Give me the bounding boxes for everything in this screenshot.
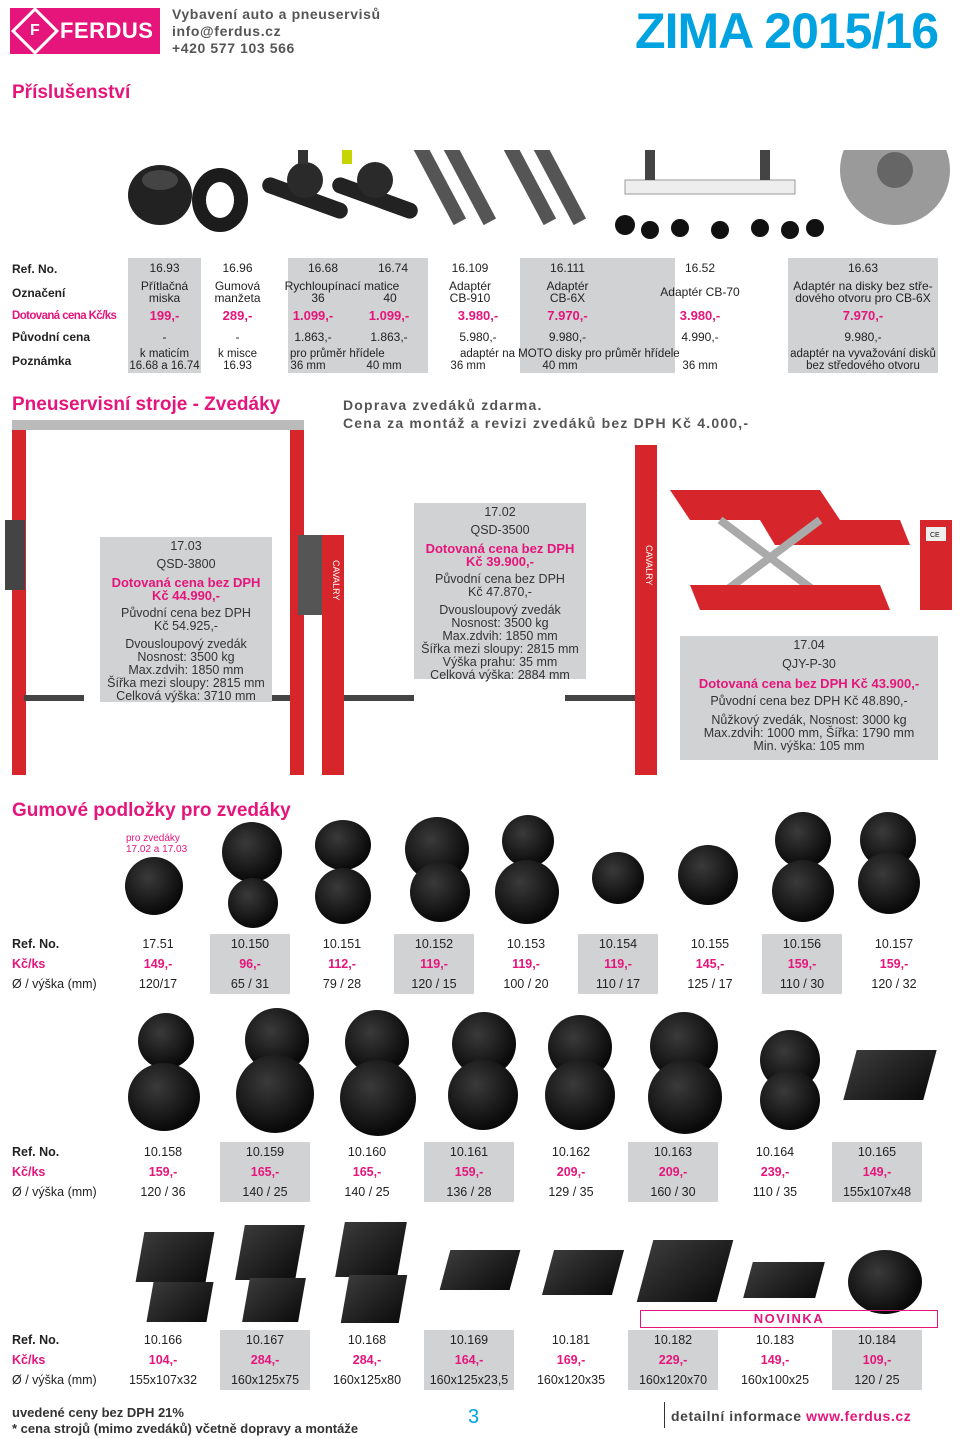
pad-ref: 10.161 xyxy=(449,1145,489,1159)
pad-column xyxy=(302,934,382,994)
email-link[interactable]: info@ferdus.cz xyxy=(172,23,282,39)
pad-price: 159,- xyxy=(787,957,817,971)
pad-dims: 65 / 31 xyxy=(230,977,270,991)
price-16-109: 3.980,- xyxy=(457,308,499,323)
brand-name: FERDUS xyxy=(60,18,154,43)
pad-column xyxy=(578,934,658,994)
pad-ref: 10.164 xyxy=(755,1145,795,1159)
pad-price: 104,- xyxy=(148,1353,178,1367)
phone-number: +420 577 103 566 xyxy=(172,40,295,56)
lift1-model: QSD-3800 xyxy=(156,557,216,571)
pad-column xyxy=(220,1330,310,1390)
orig-16-74: 1.863,- xyxy=(370,330,408,344)
pad-ref: 10.182 xyxy=(653,1333,693,1347)
pad-10-168b-image xyxy=(341,1275,407,1323)
adapter-disc-image xyxy=(840,150,950,225)
pad-dims: 160x125x80 xyxy=(332,1373,402,1387)
name-cb70: Adaptér CB-70 xyxy=(660,285,740,299)
name-cb910-b: CB-910 xyxy=(449,291,491,305)
pad-price: 159,- xyxy=(148,1165,178,1179)
pad-10-166-image xyxy=(136,1232,215,1282)
pad-dims: 120 / 32 xyxy=(871,977,917,991)
pads-note-a: pro zvedáky xyxy=(126,833,180,844)
pad-ref: 10.160 xyxy=(347,1145,387,1159)
pads-note-b: 17.02 a 17.03 xyxy=(126,844,188,855)
lift2-orig-b: Kč 47.870,- xyxy=(468,585,532,599)
name-16-63-a: Adaptér na disky bez stře- xyxy=(793,279,933,293)
lift-qjyp30-card xyxy=(680,636,938,760)
logo-mark: F xyxy=(11,7,59,55)
t3-label-ref: Ref. No. xyxy=(12,1333,60,1347)
pad-dims: 155x107x32 xyxy=(128,1373,198,1387)
accessories-table xyxy=(10,258,940,378)
pad-10-167b-image xyxy=(242,1278,306,1322)
orig-16-93: - xyxy=(162,330,167,344)
pad-dims: 110 / 30 xyxy=(779,977,825,991)
pad-dims: 140 / 25 xyxy=(344,1185,390,1199)
lift2-d1: Dvousloupový zvedák xyxy=(439,603,561,617)
pad-column xyxy=(526,1330,616,1390)
orig-16-68: 1.863,- xyxy=(294,330,332,344)
pad-ref: 10.158 xyxy=(143,1145,183,1159)
lift2-price-b: Kč 39.900,- xyxy=(466,554,534,569)
pad-column xyxy=(118,1142,208,1202)
pad-10-182-image xyxy=(637,1240,734,1302)
pad-ref: 10.162 xyxy=(551,1145,591,1159)
name-cb910-a: Adaptér xyxy=(448,279,492,293)
adapter-cb6x-image xyxy=(478,150,586,225)
pad-10-157b-image xyxy=(858,852,920,914)
pad-10-165-image xyxy=(843,1050,936,1100)
pad-ref: 10.152 xyxy=(414,937,454,951)
pad-10-150-image xyxy=(222,822,282,882)
pad-10-151b-image xyxy=(315,868,371,924)
pad-column xyxy=(394,934,474,994)
tagline: Vybavení auto a pneuservisů xyxy=(172,6,381,22)
pad-10-151-image xyxy=(315,820,371,870)
pad-dims: 160x100x25 xyxy=(740,1373,810,1387)
pad-ref: 10.157 xyxy=(874,937,914,951)
footer-url-link[interactable]: www.ferdus.cz xyxy=(806,1408,912,1424)
pad-10-150b-image xyxy=(228,878,278,928)
label-price: Dotovaná cena Kč/ks xyxy=(12,310,117,322)
ref-16-63: 16.63 xyxy=(847,261,879,275)
price-16-74: 1.099,- xyxy=(368,308,410,323)
label-name: Označení xyxy=(12,286,66,300)
footer-notes xyxy=(12,1405,358,1437)
pad-price: 159,- xyxy=(454,1165,484,1179)
t3-label-dim: Ø / výška (mm) xyxy=(12,1373,97,1387)
t3-label-price: Kč/ks xyxy=(12,1353,46,1367)
pad-dims: 110 / 35 xyxy=(752,1185,798,1199)
pads-note xyxy=(126,833,187,855)
pad-column xyxy=(730,1330,820,1390)
pad-column xyxy=(762,934,842,994)
pad-10-158-image xyxy=(138,1013,194,1069)
pad-dims: 155x107x48 xyxy=(842,1185,912,1199)
lift3-d2: Max.zdvih: 1000 mm, Šířka: 1790 mm xyxy=(703,726,915,740)
lift-qsd3500-card xyxy=(414,503,586,682)
lift2-model: QSD-3500 xyxy=(470,523,530,537)
install-price-text: Cena za montáž a revizi zvedáků bez DPH Kč 4.000,- xyxy=(343,415,750,431)
price-16-93: 199,- xyxy=(149,308,180,323)
note-16-63-a: adaptér na vyvažování disků xyxy=(790,348,936,360)
pad-10-155-image xyxy=(678,845,738,905)
t1-label-price: Kč/ks xyxy=(12,957,46,971)
rubber-sleeve-image xyxy=(192,168,248,232)
pad-price: 159,- xyxy=(879,957,909,971)
lift2-d2: Nosnost: 3500 kg xyxy=(451,616,549,630)
price-16-68: 1.099,- xyxy=(292,308,334,323)
lift1-d3: Max.zdvih: 1850 mm xyxy=(128,663,244,677)
pad-dims: 120 / 25 xyxy=(854,1373,900,1387)
t2-label-dim: Ø / výška (mm) xyxy=(12,1185,97,1199)
pad-17-51-image xyxy=(125,857,183,915)
pad-column xyxy=(628,1330,718,1390)
ref-16-74: 16.74 xyxy=(377,261,409,275)
ref-16-52: 16.52 xyxy=(684,261,716,275)
adapter-cb70-image xyxy=(615,150,824,239)
pad-ref: 10.184 xyxy=(857,1333,897,1347)
pad-ref: 10.154 xyxy=(598,937,638,951)
delivery-text: Doprava zvedáků zdarma. xyxy=(343,397,543,413)
pad-dims: 125 / 17 xyxy=(687,977,733,991)
pad-price: 169,- xyxy=(556,1353,586,1367)
pad-ref: 10.153 xyxy=(506,937,546,951)
name-cb6x-a: Adaptér xyxy=(546,279,589,293)
note-moto-40: 40 mm xyxy=(542,360,578,372)
page-number: 3 xyxy=(468,1406,480,1428)
pad-ref: 10.159 xyxy=(245,1145,285,1159)
pad-10-160b-image xyxy=(340,1060,416,1136)
pressure-cup-image xyxy=(128,165,192,225)
pad-ref: 10.169 xyxy=(449,1333,489,1347)
ref-16-68: 16.68 xyxy=(307,261,339,275)
pad-price: 109,- xyxy=(862,1353,892,1367)
lift-qsd3800-card xyxy=(100,537,272,702)
name-16-63-b: dového otvoru pro CB-6X xyxy=(795,291,931,305)
lift1-orig-b: Kč 54.925,- xyxy=(154,619,218,633)
pad-price: 119,- xyxy=(604,957,632,971)
t1-label-dim: Ø / výška (mm) xyxy=(12,977,97,991)
pad-column xyxy=(322,1330,412,1390)
name-quick-nut-40: 40 xyxy=(383,291,397,305)
pad-column xyxy=(854,934,934,994)
lift-brand-label-2: CAVALRY xyxy=(644,545,654,586)
name-16-93-b: miska xyxy=(148,291,181,305)
accessories-title: Příslušenství xyxy=(12,82,131,103)
footer-more-info xyxy=(671,1408,911,1424)
pads-table-2 xyxy=(10,1142,940,1202)
pad-dims: 136 / 28 xyxy=(446,1185,492,1199)
pad-ref: 10.165 xyxy=(857,1145,897,1159)
price-16-52: 3.980,- xyxy=(679,308,721,323)
pad-ref: 10.167 xyxy=(245,1333,285,1347)
ref-16-111: 16.111 xyxy=(550,261,585,275)
pad-dims: 79 / 28 xyxy=(322,977,362,991)
pad-column xyxy=(118,934,198,994)
pad-10-158b-image xyxy=(128,1063,200,1131)
lifts-title: Pneuservisní stroje - Zvedáky xyxy=(12,394,281,415)
accessory-images xyxy=(120,150,950,255)
pad-price: 145,- xyxy=(695,957,725,971)
pad-column xyxy=(526,1142,616,1202)
pad-column xyxy=(424,1142,514,1202)
pad-column xyxy=(486,934,566,994)
lift1-d4: Šířka mezi sloupy: 2815 mm xyxy=(107,676,265,690)
pad-column xyxy=(832,1142,922,1202)
footer-more-text: detailní informace xyxy=(671,1408,802,1424)
lift3-price: Dotovaná cena bez DPH Kč 43.900,- xyxy=(698,676,920,691)
lift3-d3: Min. výška: 105 mm xyxy=(753,739,865,753)
lift2-d4: Šířka mezi sloupy: 2815 mm xyxy=(421,642,579,656)
pad-dims: 110 / 17 xyxy=(595,977,641,991)
pad-10-159b-image xyxy=(236,1055,314,1133)
pads-table-1 xyxy=(10,934,940,994)
footer-price-note: * cena strojů (mimo zvedáků) včetně dopravy a montáže xyxy=(12,1421,359,1436)
pad-column xyxy=(670,934,750,994)
t1-label-ref: Ref. No. xyxy=(12,937,60,951)
orig-16-109: 5.980,- xyxy=(459,330,497,344)
pad-price: 209,- xyxy=(556,1165,586,1179)
pad-price: 119,- xyxy=(420,957,448,971)
lift2-d3: Max.zdvih: 1850 mm xyxy=(442,629,558,643)
season-title: ZIMA 2015/16 xyxy=(635,3,938,59)
note-16-63-b: bez středového otvoru xyxy=(806,360,920,372)
lift1-ref: 17.03 xyxy=(170,539,202,553)
pad-10-167-image xyxy=(235,1225,305,1280)
price-16-63: 7.970,- xyxy=(842,308,884,323)
pad-10-169-image xyxy=(440,1250,521,1290)
pad-price: 239,- xyxy=(760,1165,790,1179)
note-moto-36a: 36 mm xyxy=(450,360,486,372)
pad-column xyxy=(424,1330,514,1390)
pad-ref: 10.155 xyxy=(690,937,730,951)
pad-price: 229,- xyxy=(658,1353,688,1367)
pad-ref: 10.163 xyxy=(653,1145,693,1159)
lift2-orig-a: Původní cena bez DPH xyxy=(435,572,565,586)
lift1-d5: Celková výška: 3710 mm xyxy=(116,689,256,703)
pad-column xyxy=(210,934,290,994)
name-quick-nut: Rychloupínací matice xyxy=(284,279,400,293)
pad-ref: 10.151 xyxy=(322,937,362,951)
pad-price: 209,- xyxy=(658,1165,688,1179)
pad-ref: 10.168 xyxy=(347,1333,387,1347)
label-ref: Ref. No. xyxy=(12,262,58,276)
pad-10-183-image xyxy=(743,1262,825,1298)
t2-label-ref: Ref. No. xyxy=(12,1145,60,1159)
pads-title: Gumové podložky pro zvedáky xyxy=(12,800,291,821)
lift2-price-a: Dotovaná cena bez DPH xyxy=(425,541,575,556)
note-moto-36b: 36 mm xyxy=(682,360,718,372)
pad-price: 112,- xyxy=(328,957,356,971)
pad-column xyxy=(220,1142,310,1202)
note-quick-nut-36: 36 mm xyxy=(290,360,326,372)
orig-16-52: 4.990,- xyxy=(681,330,719,344)
orig-16-111: 9.980,- xyxy=(548,330,587,344)
ref-16-93: 16.93 xyxy=(149,261,180,275)
lift3-model: QJY-P-30 xyxy=(782,657,836,671)
name-16-96-b: manžeta xyxy=(214,291,261,305)
lift1-orig-a: Původní cena bez DPH xyxy=(121,606,251,620)
pad-dims: 160x120x70 xyxy=(638,1373,708,1387)
ce-panel-label: CE xyxy=(930,532,940,539)
pad-10-184-image xyxy=(848,1250,922,1314)
pad-dims: 160x120x35 xyxy=(536,1373,606,1387)
note-16-96-b: 16.93 xyxy=(223,360,252,372)
note-16-93-b: 16.68 a 16.74 xyxy=(129,360,200,372)
price-16-111: 7.970,- xyxy=(547,308,588,323)
note-16-93-a: k maticím xyxy=(139,348,190,360)
pad-dims: 140 / 25 xyxy=(242,1185,288,1199)
note-16-96-a: k misce xyxy=(218,348,257,360)
pad-ref: 10.183 xyxy=(755,1333,795,1347)
pad-column xyxy=(628,1142,718,1202)
name-cb6x-b: CB-6X xyxy=(549,291,586,305)
pads-table-3 xyxy=(10,1330,940,1390)
pad-ref: 10.166 xyxy=(143,1333,183,1347)
pad-10-181-image xyxy=(542,1250,624,1295)
lift2-d5: Výška prahu: 35 mm xyxy=(442,655,558,669)
pad-dims: 160x125x75 xyxy=(230,1373,300,1387)
pad-ref: 10.156 xyxy=(782,937,822,951)
lift2-d6: Celková výška: 2884 mm xyxy=(430,668,570,682)
pad-10-156b-image xyxy=(772,860,834,922)
lift2-ref: 17.02 xyxy=(484,505,516,519)
ref-16-109: 16.109 xyxy=(451,261,489,275)
pad-10-162b-image xyxy=(545,1060,615,1130)
pad-10-161b-image xyxy=(448,1060,518,1130)
pad-price: 165,- xyxy=(352,1165,382,1179)
ferdus-logo xyxy=(10,8,160,54)
label-orig: Původní cena xyxy=(12,330,91,344)
pad-dims: 100 / 20 xyxy=(503,977,549,991)
lift3-orig: Původní cena bez DPH Kč 48.890,- xyxy=(710,694,908,708)
pad-column xyxy=(118,1330,208,1390)
name-16-93-a: Přítlačná xyxy=(140,279,189,293)
lift1-d2: Nosnost: 3500 kg xyxy=(137,650,235,664)
lift1-d1: Dvousloupový zvedák xyxy=(125,637,247,651)
pad-column xyxy=(322,1142,412,1202)
pad-dims: 160 / 30 xyxy=(650,1185,696,1199)
orig-16-96: - xyxy=(235,330,240,344)
new-badge: NOVINKA xyxy=(640,1310,938,1328)
t2-label-price: Kč/ks xyxy=(12,1165,46,1179)
pad-dims: 129 / 35 xyxy=(548,1185,594,1199)
footer-vat-note: uvedené ceny bez DPH 21% xyxy=(12,1405,184,1420)
pad-column xyxy=(832,1330,922,1390)
pad-price: 284,- xyxy=(352,1353,382,1367)
name-16-96-a: Gumová xyxy=(214,279,261,293)
lift3-d1: Nůžkový zvedák, Nosnost: 3000 kg xyxy=(711,713,907,727)
lift-qjyp30-image xyxy=(670,490,952,610)
pad-dims: 160x125x23,5 xyxy=(429,1373,509,1387)
lift3-ref: 17.04 xyxy=(793,638,825,652)
pad-10-164b-image xyxy=(760,1070,820,1130)
pad-price: 149,- xyxy=(143,957,173,971)
name-quick-nut-36: 36 xyxy=(311,291,325,305)
orig-16-63: 9.980,- xyxy=(844,330,882,344)
lift-brand-label-1: CAVALRY xyxy=(331,560,341,601)
note-moto: adaptér na MOTO disky pro průměr hřídele xyxy=(460,348,680,360)
note-quick-nut-40: 40 mm xyxy=(366,360,402,372)
pad-10-163b-image xyxy=(648,1060,722,1134)
label-note: Poznámka xyxy=(12,354,72,368)
pad-price: 149,- xyxy=(760,1353,790,1367)
pad-10-153b-image xyxy=(495,860,559,924)
ref-16-96: 16.96 xyxy=(222,261,253,275)
price-16-96: 289,- xyxy=(222,308,253,323)
pad-10-168-image xyxy=(335,1222,407,1277)
pad-price: 96,- xyxy=(239,957,261,971)
pad-dims: 120/17 xyxy=(138,977,178,991)
pad-ref: 17.51 xyxy=(142,937,174,951)
pad-ref: 10.181 xyxy=(551,1333,591,1347)
note-quick-nut: pro průměr hřídele xyxy=(290,348,385,360)
contact-block xyxy=(172,6,381,57)
pad-column xyxy=(730,1142,820,1202)
pad-ref: 10.150 xyxy=(230,937,270,951)
pad-10-154-image xyxy=(592,852,644,904)
pad-price: 165,- xyxy=(250,1165,280,1179)
pad-price: 164,- xyxy=(454,1353,484,1367)
pad-price: 119,- xyxy=(512,957,540,971)
pad-price: 284,- xyxy=(250,1353,280,1367)
lift1-price-a: Dotovaná cena bez DPH xyxy=(111,575,261,590)
pad-dims: 120 / 15 xyxy=(411,977,457,991)
pad-10-152b-image xyxy=(410,862,470,922)
pad-price: 149,- xyxy=(862,1165,892,1179)
pad-10-166b-image xyxy=(146,1282,213,1322)
pad-dims: 120 / 36 xyxy=(140,1185,186,1199)
lift1-price-b: Kč 44.990,- xyxy=(152,588,220,603)
